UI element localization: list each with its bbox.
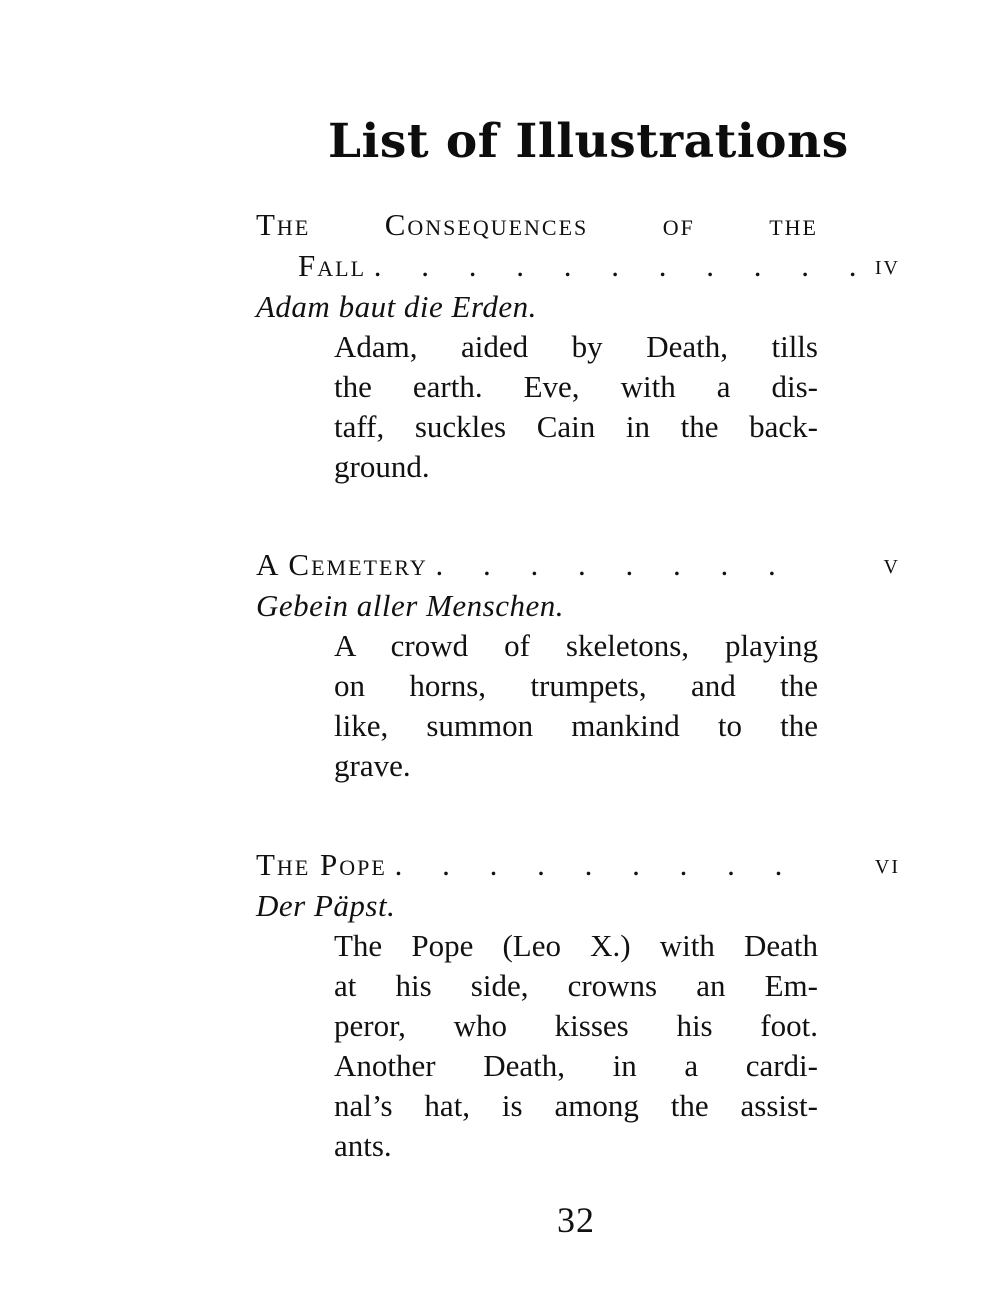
description-line: the earth. Eve, with a dis- [334,369,818,404]
description-line: taff, suckles Cain in the back- [334,409,818,444]
heading-word: Fall [298,248,367,283]
heading-text: The Pope [256,847,387,882]
dot-leaders: . . . . . . . . . . . [373,248,873,283]
entry-heading [256,544,900,585]
german-title: Der Päpst. [256,888,396,923]
heading-word: of [662,207,695,242]
description-line: Another Death, in a cardi- [334,1048,818,1083]
description-line: ants. [334,1128,392,1163]
plate-number: iv [874,250,900,281]
page-title: List of Illustrations [328,114,849,169]
german-title: Gebein aller Menschen. [256,588,564,623]
german-title: Adam baut die Erden. [256,289,537,324]
heading-word: Consequences [384,207,589,242]
illustration-entry [256,844,900,1166]
description-line: A crowd of skeletons, playing [334,628,818,663]
heading-word: the [769,207,818,242]
entry-heading [256,844,900,885]
description-line: on horns, trumpets, and the [334,668,818,703]
entry-description [334,926,818,1166]
description-line: like, summon mankind to the [334,708,818,743]
description-line: peror, who kisses his foot. [334,1008,818,1043]
entry-description [334,626,818,786]
entry-description [334,327,818,487]
description-line: ground. [334,449,430,484]
description-line: grave. [334,748,411,783]
page-number: 32 [557,1200,595,1240]
entry-heading-continued [256,245,900,286]
description-line: The Pope (Leo X.) with Death [334,928,818,963]
entry-heading [256,204,900,245]
illustration-entry [256,204,900,487]
description-line: Adam, aided by Death, tills [334,329,818,364]
plate-number: v [883,549,900,580]
heading-text: A Cemetery [256,547,428,582]
description-line: at his side, crowns an Em- [334,968,818,1003]
dot-leaders: . . . . . . . . [435,547,792,582]
description-line: nal’s hat, is among the assist- [334,1088,818,1123]
dot-leaders: . . . . . . . . . [394,847,799,882]
illustration-entry [256,544,900,786]
heading-word: The [256,207,311,242]
plate-number: vi [874,849,900,880]
